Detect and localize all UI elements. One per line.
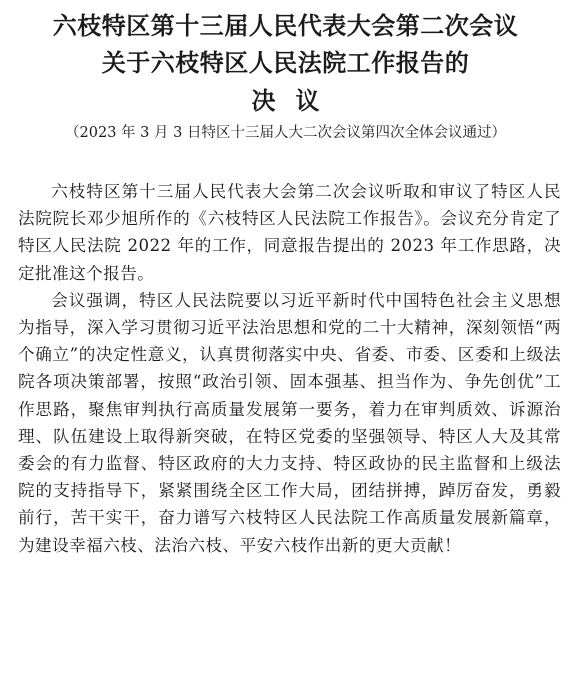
title-line-3: 决议	[251, 87, 340, 115]
title-line-1: 六枝特区第十三届人民代表大会第二次会议	[52, 12, 519, 40]
paragraph-1: 六枝特区第十三届人民代表大会第二次会议听取和审议了特区人民法院院长邓少旭所作的《六枝特区人民法院工作报告》。会议充分肯定了特区人民法院 2022 年的工作，同意报告提出的 2023 年工作思路，决定批准这个报告。	[18, 182, 561, 283]
adoption-note: （2023 年 3 月 3 日特区十三届人大二次会议第四次全体会议通过）	[65, 125, 506, 141]
title-line-2: 关于六枝特区人民法院工作报告的	[101, 49, 470, 77]
paragraph-2: 会议强调，特区人民法院要以习近平新时代中国特色社会主义思想为指导，深入学习贯彻习近平法治思想和党的二十大精神，深刻领悟“两个确立”的决定性意义，认真贯彻落实中央、省委、市委、区委和上级法院各项决策部署，按照“政治引领、固本强基、担当作为、争先创优”工作思路，聚焦审判执行高质量发展第一要务，着力在审判质效、诉源治理、队伍建设上取得新突破，在特区党委的坚强领导、特区人大及其常委会的有力监督、特区政府的大力支持、特区政协的民主监督和上级法院的支持指导下，紧紧围绕全区工作大局，团结拼搏，踔厉奋发，勇毅前行，苦干实干，奋力谱写六枝特区人民法院工作高质量发展新篇章，为建设幸福六枝、法治六枝、平安六枝作出新的更大贡献！	[18, 290, 561, 555]
resolution-body	[18, 178, 561, 559]
